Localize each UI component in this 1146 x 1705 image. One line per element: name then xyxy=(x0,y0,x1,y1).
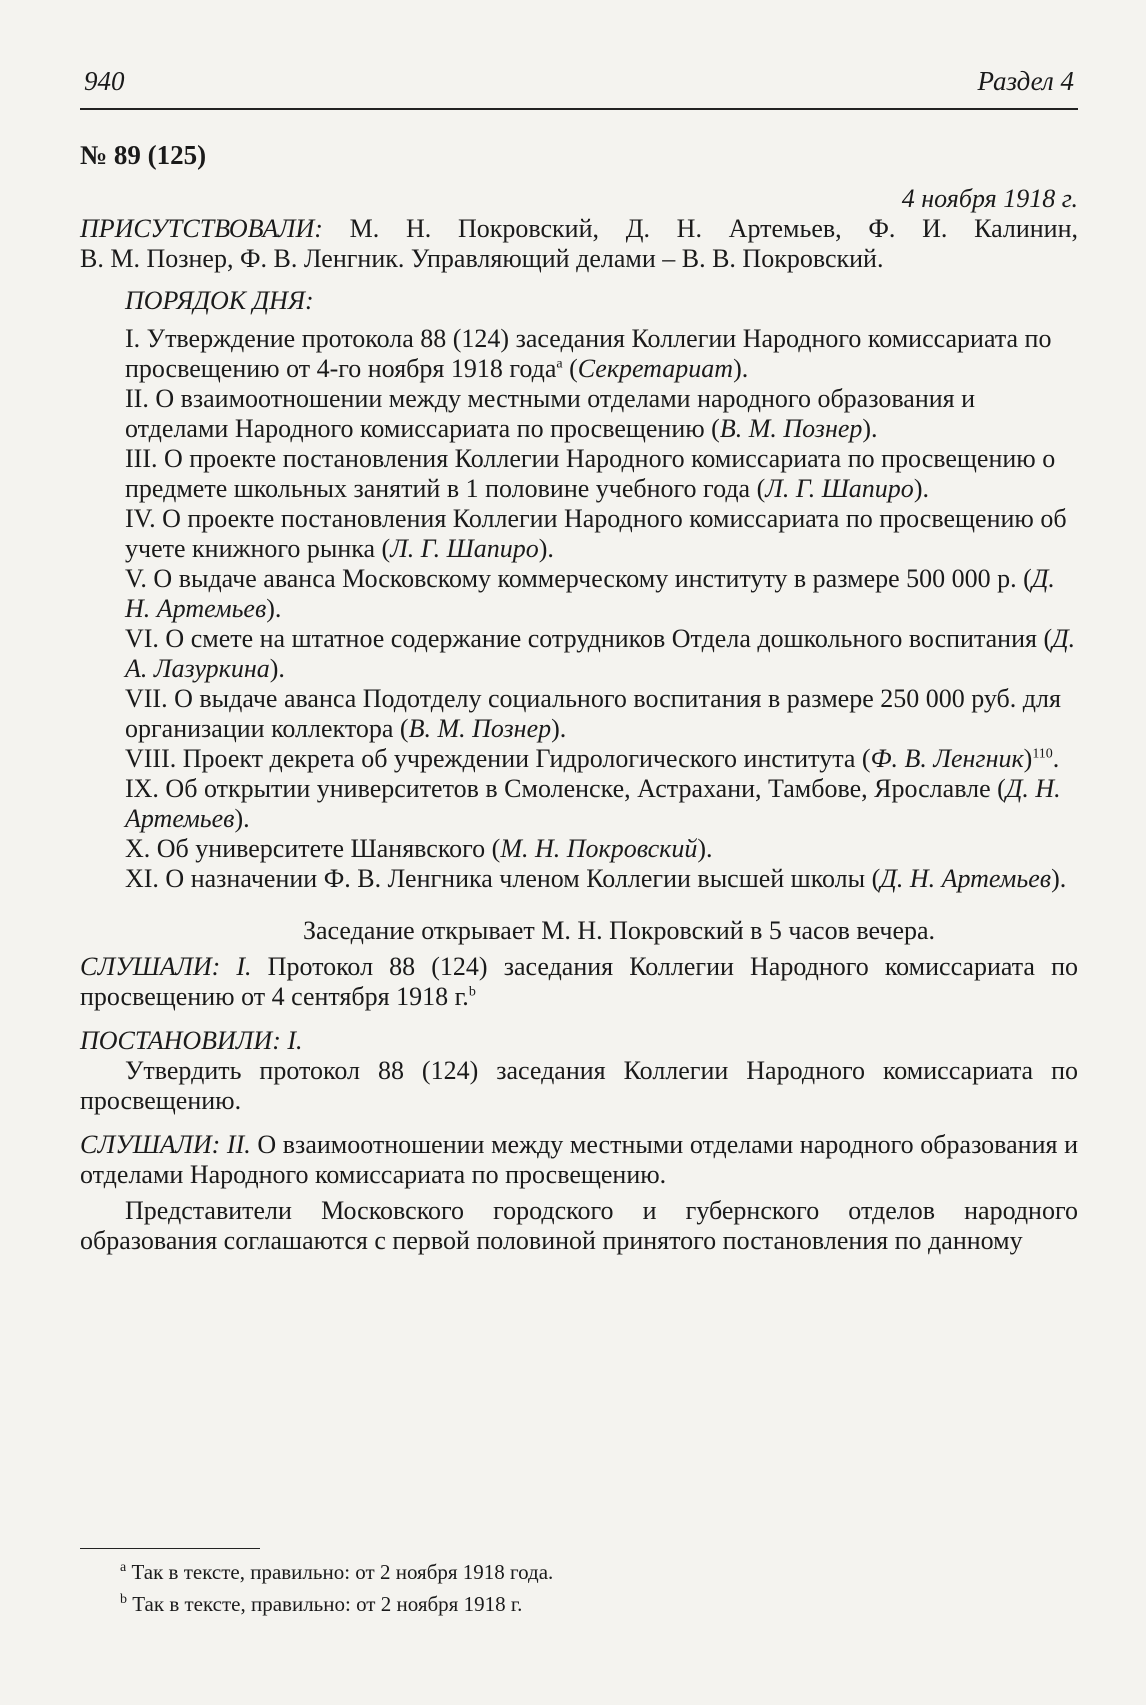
heard-item-2: СЛУШАЛИ: II. О взаимоотношении между местными отделами народного образования и отделами Народного комиссариата по просвещению. xyxy=(80,1130,1078,1189)
agenda-item: II. О взаимоотношении между местными отделами народного образования и отделами Народного комиссариата по просвещению (В. М. Познер). xyxy=(125,384,976,443)
agenda-item: X. Об университете Шанявского (М. Н. Покровский). xyxy=(125,834,713,863)
resolved-label-1: ПОСТАНОВИЛИ: I. xyxy=(80,1026,303,1055)
agenda-item: V. О выдаче аванса Московскому коммерческому институту в размере 500 000 р. (Д. Н. Артемьев). xyxy=(125,564,1055,623)
agenda-item: VI. О смете на штатное содержание сотрудников Отдела дошкольного воспитания (Д. А. Лазуркина). xyxy=(125,624,1076,683)
document-date: 4 ноября 1918 г. xyxy=(901,184,1078,213)
agenda-item: I. Утверждение протокола 88 (124) заседания Коллегии Народного комиссариата по просвещению от 4-го ноября 1918 года$^a$ (Секретариат). xyxy=(125,324,1052,383)
document-number: № 89 (125) xyxy=(80,140,207,170)
document-body xyxy=(80,140,1078,1256)
heard-item-1: СЛУШАЛИ: I. Протокол 88 (124) заседания Коллегии Народного комиссариата по просвещению от 4 сентября 1918 г.$^b$ xyxy=(80,952,1078,1011)
discussion-paragraph: Представители Московского городского и губернского отделов народного образования соглашаются с первой половиной принятого постановления по данному xyxy=(80,1196,1078,1255)
attendees-line-2: В. М. Познер, Ф. В. Ленгник. Управляющий делами – В. В. Покровский. xyxy=(80,244,884,273)
footnotes xyxy=(120,1556,553,1620)
session-opening: Заседание открывает М. Н. Покровский в 5 часов вечера. xyxy=(302,916,936,945)
page-number: 940 xyxy=(84,66,125,96)
agenda-heading: ПОРЯДОК ДНЯ: xyxy=(125,286,314,315)
section-title: Раздел 4 xyxy=(977,66,1074,96)
attendees-label: ПРИСУТСТВОВАЛИ: xyxy=(80,214,323,243)
agenda-item: VII. О выдаче аванса Подотделу социального воспитания в размере 250 000 руб. для организации коллектора (В. М. Познер). xyxy=(125,684,1061,743)
attendees-line-1: ПРИСУТСТВОВАЛИ: М. Н. Покровский, Д. Н. Артемьев, Ф. И. Калинин, xyxy=(80,214,1078,243)
footnote: $^a$ Так в тексте, правильно: от 2 ноября 1918 года. xyxy=(120,1560,554,1584)
agenda-item: VIII. Проект декрета об учреждении Гидрологического института (Ф. В. Ленгник)$^{110}$. xyxy=(125,744,1060,773)
agenda-item: IX. Об открытии университетов в Смоленске, Астрахани, Тамбове, Ярославле (Д. Н. Артемьев). xyxy=(125,774,1061,833)
agenda-list xyxy=(125,324,1078,894)
footnote-divider xyxy=(80,1548,260,1549)
agenda-item: IV. О проекте постановления Коллегии Народного комиссариата по просвещению об учете книжного рынка (Л. Г. Шапиро). xyxy=(125,504,1067,563)
agenda-item: XI. О назначении Ф. В. Ленгника членом Коллегии высшей школы (Д. Н. Артемьев). xyxy=(125,864,1067,893)
page-header xyxy=(80,62,1078,110)
agenda-item: III. О проекте постановления Коллегии Народного комиссариата по просвещению о предмете школьных занятий в 1 половине учебного года (Л. Г. Шапиро). xyxy=(125,444,1056,503)
footnote: $^b$ Так в тексте, правильно: от 2 ноября 1918 г. xyxy=(120,1592,523,1616)
resolved-text-1: Утвердить протокол 88 (124) заседания Коллегии Народного комиссариата по просвещению. xyxy=(80,1056,1078,1115)
